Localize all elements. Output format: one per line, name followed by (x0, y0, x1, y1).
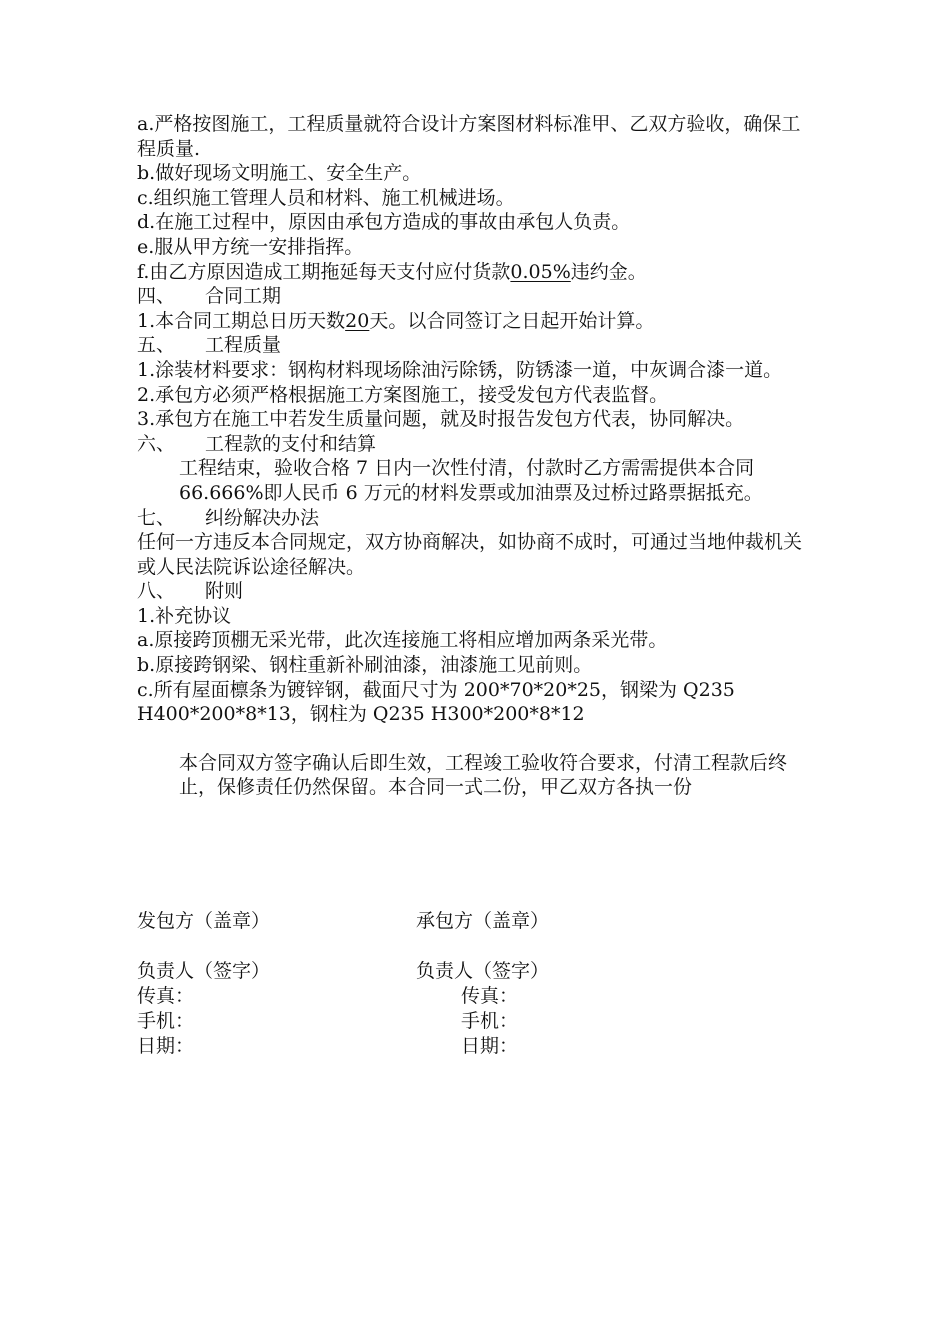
spacer (137, 727, 817, 751)
client-phone-label: 手机： (137, 1010, 195, 1032)
client-seal-label: 发包方（盖章） (137, 910, 271, 932)
section-4-title: 合同工期 (205, 285, 282, 308)
clause-3f-tail: 违约金。 (570, 260, 647, 283)
clause-4-1 (137, 309, 817, 334)
clause-6-1: 工程结束，验收合格 7 日内一次性付清，付款时乙方需需提供本合同 66.666%即人民币 6 万元的材料发票或加油票及过桥过路票据抵充。 (179, 457, 763, 504)
contract-body (137, 112, 817, 800)
closing-paragraph: 本合同双方签字确认后即生效，工程竣工验收符合要求，付清工程款后终止，保修责任仍然保留。本合同一式二份，甲乙双方各执一份 (179, 751, 788, 799)
section-6-title: 工程款的支付和结算 (205, 432, 377, 455)
section-4-heading (137, 284, 817, 309)
section-5-number: 五、 (137, 334, 176, 357)
section-8-heading (137, 579, 817, 604)
clause-5-3: 3.承包方在施工中若发生质量问题，就及时报告发包方代表，协同解决。 (137, 408, 745, 431)
section-7-title: 纠纷解决办法 (205, 506, 320, 529)
client-signatory-label: 负责人（签字） (137, 960, 271, 982)
clause-3f-text: f.由乙方原因造成工期拖延每天支付应付货款 (137, 260, 511, 283)
clause-7-1: 任何一方违反本合同规定，双方协商解决，如协商不成时，可通过当地仲裁机关或人民法院诉讼途径解决。 (137, 531, 803, 578)
client-fax-label: 传真： (137, 985, 195, 1007)
clause-3d: d.在施工过程中，原因由承包方造成的事故由承包人负责。 (137, 211, 631, 234)
clause-3c: c.组织施工管理人员和材料、施工机械进场。 (137, 186, 515, 209)
clause-3a: a.严格按图施工，工程质量就符合设计方案图材料标准甲、乙双方验收，确保工程质量. (137, 113, 801, 160)
client-date-label: 日期： (137, 1035, 195, 1057)
section-6-number: 六、 (137, 432, 176, 455)
penalty-rate: 0.05% (510, 260, 571, 283)
contractor-date-label: 日期： (461, 1035, 519, 1057)
contractor-signatory-label: 负责人（签字） (416, 960, 550, 982)
clause-4-1-tail: 天。以合同签订之日起开始计算。 (369, 309, 655, 332)
section-7-number: 七、 (137, 506, 176, 529)
clause-8-1a: a.原接跨顶棚无采光带，此次连接施工将相应增加两条采光带。 (137, 629, 668, 652)
contractor-seal-label: 承包方（盖章） (416, 910, 550, 932)
clause-8-1c-cont: H400*200*8*13，钢柱为 Q235 H300*200*8*12 (137, 703, 585, 726)
clause-5-1: 1.涂装材料要求：钢构材料现场除油污除锈，防锈漆一道，中灰调合漆一道。 (137, 358, 783, 381)
contractor-fax-label: 传真： (461, 985, 519, 1007)
section-7-heading (137, 506, 817, 531)
section-8-number: 八、 (137, 580, 176, 603)
clause-5-2: 2.承包方必须严格根据施工方案图施工，接受发包方代表监督。 (137, 383, 669, 406)
section-5-title: 工程质量 (205, 334, 282, 357)
clause-3f (137, 260, 817, 285)
clause-3e: e.服从甲方统一安排指挥。 (137, 235, 364, 258)
clause-4-1-text: 1.本合同工期总日历天数 (137, 309, 346, 332)
clause-8-1b: b.原接跨钢梁、钢柱重新补刷油漆，油漆施工见前则。 (137, 654, 593, 677)
clause-8-1: 1.补充协议 (137, 604, 232, 627)
section-8-title: 附则 (205, 580, 244, 603)
clause-8-1c: c.所有屋面檩条为镀锌钢，截面尺寸为 200*70*20*25，钢梁为 Q235 (137, 678, 735, 701)
section-6-heading (137, 432, 817, 457)
section-5-heading (137, 333, 817, 358)
clause-3b: b.做好现场文明施工、安全生产。 (137, 162, 422, 185)
section-4-number: 四、 (137, 285, 176, 308)
contractor-phone-label: 手机： (461, 1010, 519, 1032)
contract-days: 20 (345, 309, 370, 332)
